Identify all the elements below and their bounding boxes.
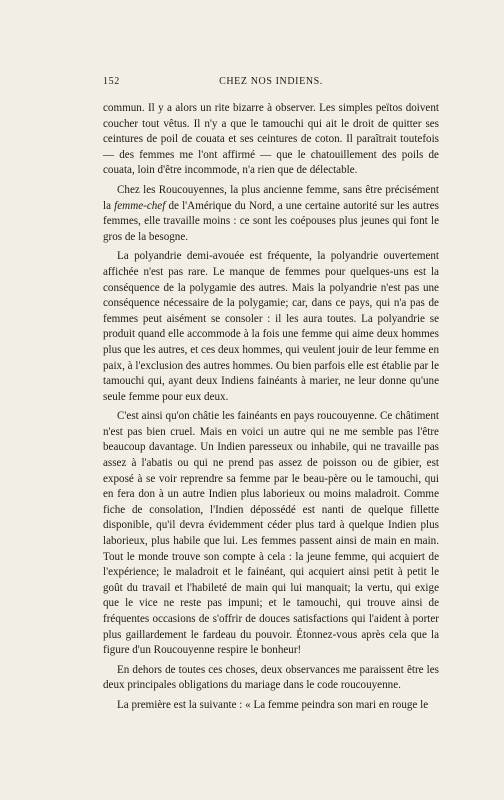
paragraph-2: Chez les Roucouyennes, la plus ancienne femme, sans être précisément la femme-chef de l'Amérique du Nord, a une certaine autorité sur les autres femmes, elle travaille moins : ce sont les coépouses plus jeunes qui font le gros de la besogne. bbox=[103, 183, 439, 243]
paragraph-6: La première est la suivante : « La femme peindra son mari en rouge le bbox=[117, 698, 429, 711]
paragraph-5: En dehors de toutes ces choses, deux observances me paraissent être les deux principales obligations du mariage dans le code roucouyenne. bbox=[103, 663, 439, 692]
italic-term: femme-chef bbox=[114, 199, 166, 212]
body-text bbox=[103, 101, 439, 718]
paragraph-4: C'est ainsi qu'on châtie les fainéants en pays roucouyenne. Ce châtiment n'est pas bien cruel. Mais en voici un autre qui ne me semble pas l'être beaucoup davantage. Un Indien paresseux ou inhabile, qui ne travaille pas assez à l'abatis ou qui ne prend pas assez de poisson ou de gibier, est exposé à se voir reprendre sa femme par le beau-père ou le tamouchi, qui en fera don à un autre Indien plus laborieux ou moins maladroit. Comme fiche de consolation, l'Indien dépossédé est nanti de quelque fillette disponible, qu'il devra évidemment céder plus tard à quelque Indien plus laborieux, plus habile que lui. Les femmes passent ainsi de main en main. Tout le monde trouve son compte à cela : la jeune femme, qui acquiert de l'expérience; le maladroit et le fainéant, qui acquiert ainsi petit à petit le goût du travail et l'habileté de main qui lui manquait; la vertu, qui exige que le vice ne reste pas impuni; et le tamouchi, qui trouve ainsi de fréquentes occasions de s'offrir de douces satisfactions qui l'aident à porter plus gaillardement le fardeau du pouvoir. Étonnez-vous après cela que la figure d'un Roucouyenne respire le bonheur! bbox=[103, 410, 439, 657]
paragraph-3: La polyandrie demi-avouée est fréquente, la polyandrie ouvertement affichée n'est pas rare. Le manque de femmes pour quelques-uns est la conséquence de la polygamie des autres. Mais la polyandrie n'est pas une conséquence nécessaire de la polygamie; car, dans ce pays, qui n'a pas de femmes peut aisément se consoler : il les aura toutes. La polyandrie se produit quand elle accommode à la fois une femme qui aime deux hommes plus que les autres, et ces deux hommes, qui veulent jouir de leur femme en paix, à l'exclusion des autres hommes. Ou bien parfois elle est établie par le tamouchi qui, ayant deux Indiens fainéants à marier, ne leur donne qu'une seule femme pour eux deux. bbox=[103, 250, 439, 403]
paragraph-1: commun. Il y a alors un rite bizarre à observer. Les simples peïtos doivent coucher tout vêtus. Il n'y a que le tamouchi qui ait le droit de quitter ses ceintures de poil de couata et ses ceintures de coton. Il paraîtrait toutefois — des femmes me l'ont affirmé — que le chatouillement des poils de couata, loin d'être incommode, n'a rien que de délectable. bbox=[103, 102, 439, 177]
page-header bbox=[103, 76, 439, 90]
running-title: CHEZ NOS INDIENS. bbox=[219, 76, 323, 87]
page-number: 152 bbox=[103, 76, 120, 87]
